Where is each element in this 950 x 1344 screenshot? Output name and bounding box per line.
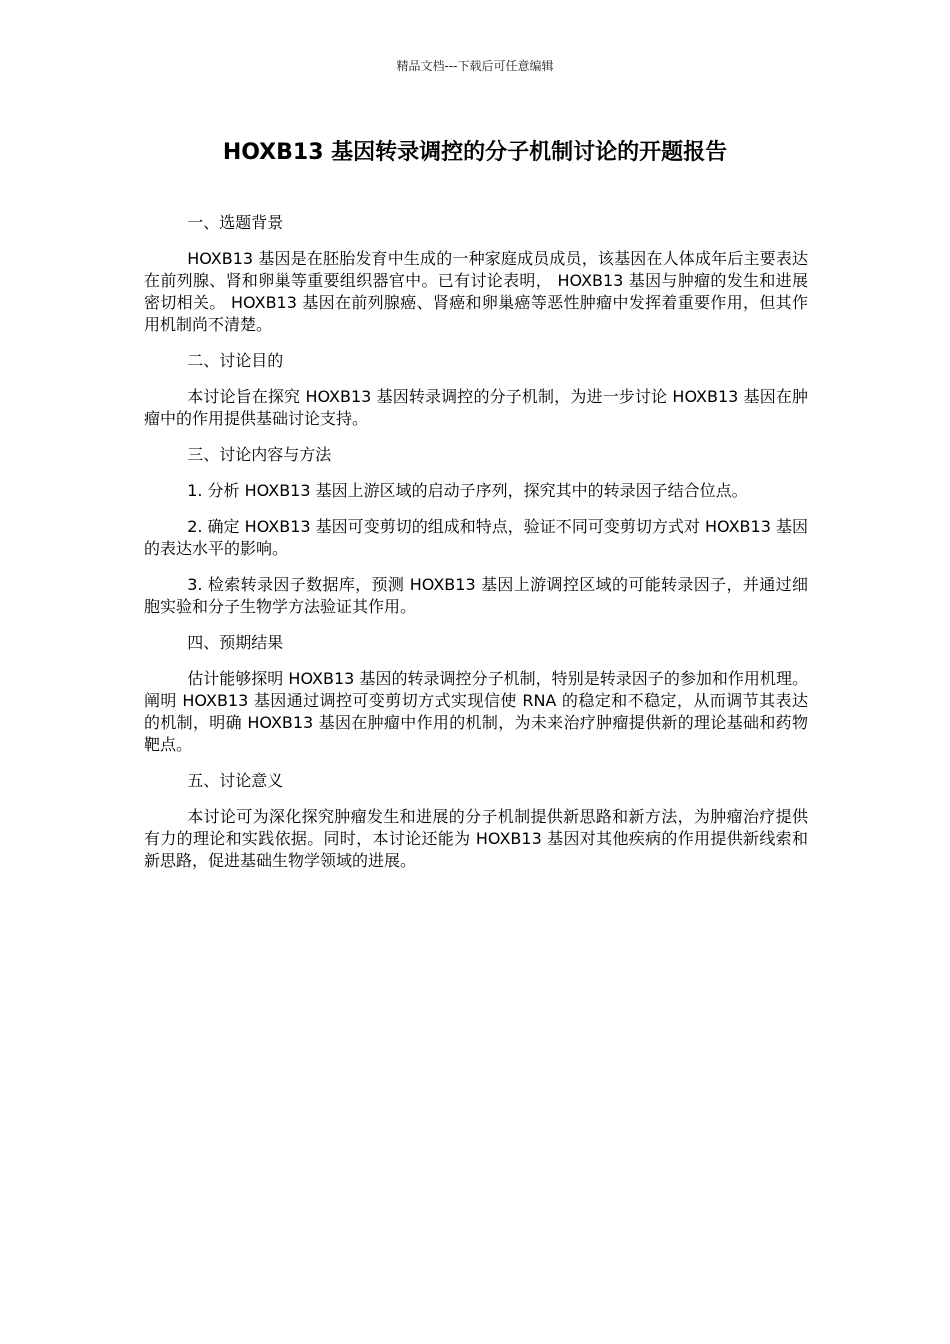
list-item-method-1: 1. 分析 HOXB13 基因上游区域的启动子序列，探究其中的转录因子结合位点。 [187, 481, 748, 500]
paragraph-significance: 本讨论可为深化探究肿瘤发生和进展的分子机制提供新思路和新方法，为肿瘤治疗提供有力的理论和实践依据。同时，本讨论还能为 HOXB13 基因对其他疾病的作用提供新线索和新思路，促进基础生物学领域的进展。 [144, 807, 808, 870]
section-heading-expected-results: 四、预期结果 [187, 633, 284, 652]
paragraph-expected-results: 估计能够探明 HOXB13 基因的转录调控分子机制，特别是转录因子的参加和作用机理。阐明 HOXB13 基因通过调控可变剪切方式实现信使 RNA 的稳定和不稳定，从而调节其表达的机制，明确 HOXB13 基因在肿瘤中作用的机制，为未来治疗肿瘤提供新的理论基础和药物靶点。 [144, 669, 808, 754]
section-heading-background: 一、选题背景 [187, 213, 284, 232]
document-body [144, 212, 808, 886]
section-heading-purpose: 二、讨论目的 [187, 351, 284, 370]
page-header: 精品文档---下载后可任意编辑 [396, 59, 554, 73]
section-heading-significance: 五、讨论意义 [187, 771, 284, 790]
section-heading-content-methods: 三、讨论内容与方法 [187, 445, 332, 464]
document-title: HOXB13 基因转录调控的分子机制讨论的开题报告 [222, 140, 728, 165]
paragraph-purpose: 本讨论旨在探究 HOXB13 基因转录调控的分子机制，为进一步讨论 HOXB13 基因在肿瘤中的作用提供基础讨论支持。 [144, 387, 808, 428]
list-item-method-2: 2. 确定 HOXB13 基因可变剪切的组成和特点，验证不同可变剪切方式对 HOXB13 基因的表达水平的影响。 [144, 517, 808, 558]
paragraph-background: HOXB13 基因是在胚胎发育中生成的一种家庭成员成员，该基因在人体成年后主要表达在前列腺、肾和卵巢等重要组织器官中。已有讨论表明， HOXB13 基因与肿瘤的发生和进展密切相关。 HOXB13 基因在前列腺癌、肾癌和卵巢癌等恶性肿瘤中发挥着重要作用，但其作用机制尚不清楚。 [144, 249, 808, 334]
list-item-method-3: 3. 检索转录因子数据库，预测 HOXB13 基因上游调控区域的可能转录因子，并通过细胞实验和分子生物学方法验证其作用。 [144, 575, 808, 616]
